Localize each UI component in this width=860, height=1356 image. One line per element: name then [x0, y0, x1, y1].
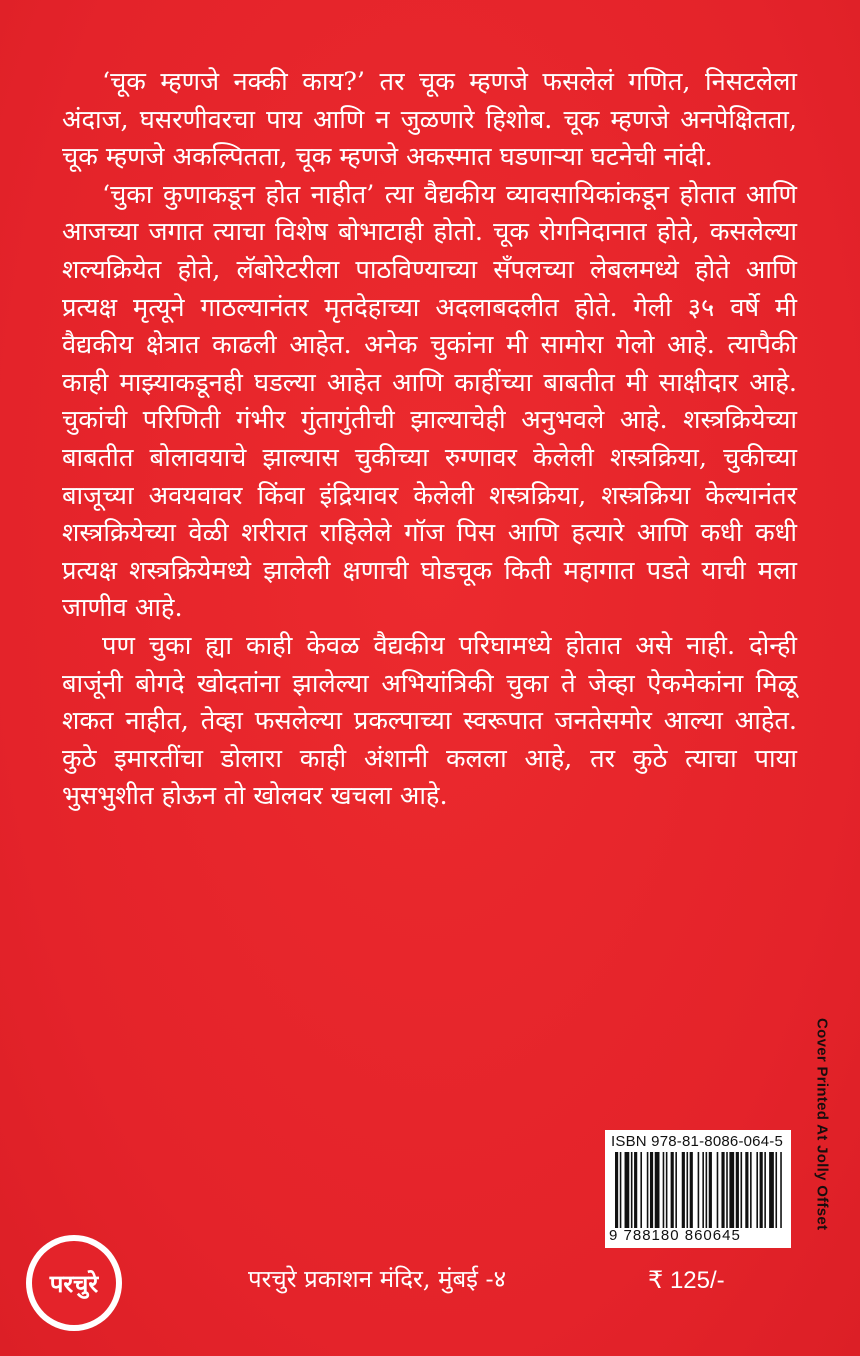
price-label: ₹ 125/-	[648, 1267, 725, 1294]
printer-credit	[808, 1018, 836, 1248]
barcode-bar	[750, 1152, 752, 1228]
barcode-bar	[760, 1152, 763, 1228]
barcode-bar	[745, 1152, 748, 1228]
barcode-bar	[698, 1152, 700, 1228]
barcode-bar	[625, 1152, 630, 1228]
printer-credit-text: Cover Printed At Jolly Offset	[813, 1018, 831, 1231]
barcode-bar	[686, 1152, 688, 1228]
barcode-bar	[702, 1152, 704, 1228]
barcode-bar	[675, 1152, 677, 1228]
blurb-text	[62, 64, 797, 816]
isbn-barcode	[605, 1130, 791, 1248]
publisher-logo-ring	[32, 1241, 116, 1325]
barcode-bar	[756, 1152, 758, 1228]
barcode-bar	[726, 1152, 728, 1228]
barcode-bar	[717, 1152, 719, 1228]
barcode-bar	[709, 1152, 712, 1228]
barcode-bar	[620, 1152, 622, 1228]
barcode-bar	[690, 1152, 693, 1228]
barcode-bar	[729, 1152, 734, 1228]
barcode-bar	[780, 1152, 782, 1228]
barcode-bar	[775, 1152, 777, 1228]
barcode-bar	[615, 1152, 618, 1228]
barcode-bar	[666, 1152, 668, 1228]
barcode-bar	[647, 1152, 649, 1228]
barcode-bars	[615, 1152, 785, 1228]
publisher-logo-text: परचुरे	[49, 1270, 99, 1298]
barcode-bar	[741, 1152, 743, 1228]
publisher-name: परचुरे प्रकाशन मंदिर, मुंबई -४	[248, 1265, 507, 1293]
barcode-bar	[650, 1152, 653, 1228]
isbn-label: ISBN 978-81-8086-064-5	[611, 1133, 784, 1150]
publisher-logo	[26, 1235, 122, 1331]
barcode-bar	[663, 1152, 665, 1228]
blurb-paragraph: ‘चुका कुणाकडून होत नाहीत’ त्या वैद्यकीय व्यावसायिकांकडून होतात आणि आजच्या जगात त्याचा विशेष बोभाटाही होतो. चूक रोगनिदानात होते, कसलेल्या शल्यक्रियेत होते, लॅबोरेटरीला पाठविण्याच्या सॅंपलच्या लेबलमध्ये होते आणि प्रत्यक्ष मृत्यूने गाठल्यानंतर मृतदेहाच्या अदलाबदलीत होते. गेली ३५ वर्षे मी वैद्यकीय क्षेत्रात काढली आहेत. अनेक चुकांना मी सामोरा गेलो आहे. त्यापैकी काही माझ्याकडूनही घडल्या आहेत आणि काहींच्या बाबतीत मी साक्षीदार आहे. चुकांची परिणिती गंभीर गुंतागुंतीची झाल्याचेही अनुभवले आहे. शस्त्रक्रियेच्या बाबतीत बोलावयाचे झाल्यास चुकीच्या रुग्णावर केलेली शस्त्रक्रिया, चुकीच्या बाजूच्या अवयवावर किंवा इंद्रियावर केलेली शस्त्रक्रिया, शस्त्रक्रिया केल्यानंतर शस्त्रक्रियेच्या वेळी शरीरात राहिलेले गॉज पिस आणि हत्यारे आणि कधी कधी प्रत्यक्ष शस्त्रक्रियेमध्ये झालेली क्षणाची घोडचूक किती महागात पडते याची मला जाणीव आहे.	[62, 179, 797, 624]
barcode-bar	[655, 1152, 660, 1228]
blurb-paragraph: पण चुका ह्या काही केवळ वैद्यकीय परिघामध्ये होतात असे नाही. दोन्ही बाजूंनी बोगदे खोदतांना झालेल्या अभियांत्रिकी चुका ते जेव्हा ऐकमेकांना मिळू शकत नाहीत, तेव्हा फसलेल्या प्रकल्पाच्या स्वरूपात जनतेसमोर आल्या आहेत. कुठे इमारतींचा डोलारा काही अंशानी कलला आहे, तर कुठे त्याचा पाया भुसभुशीत होऊन तो खोलवर खचला आहे.	[62, 630, 797, 812]
barcode-bar	[721, 1152, 724, 1228]
barcode-bar	[736, 1152, 739, 1228]
barcode-bar	[671, 1152, 674, 1228]
barcode-bar	[706, 1152, 708, 1228]
barcode-bar	[634, 1152, 637, 1228]
blurb-paragraph: ‘चूक म्हणजे नक्की काय?’ तर चूक म्हणजे फसलेलं गणित, निसटलेला अंदाज, घसरणीवरचा पाय आणि न जुळणारे हिशोब. चूक म्हणजे अनपेक्षितता, चूक म्हणजे अकल्पितता, चूक म्हणजे अकस्मात घडणाऱ्या घटनेची नांदी.	[62, 67, 797, 173]
barcode-digits: 9 788180 860645	[609, 1227, 741, 1244]
barcode-bar	[764, 1152, 766, 1228]
barcode-bar	[682, 1152, 685, 1228]
barcode-bar	[640, 1152, 642, 1228]
barcode-bar	[769, 1152, 774, 1228]
barcode-bar	[631, 1152, 633, 1228]
